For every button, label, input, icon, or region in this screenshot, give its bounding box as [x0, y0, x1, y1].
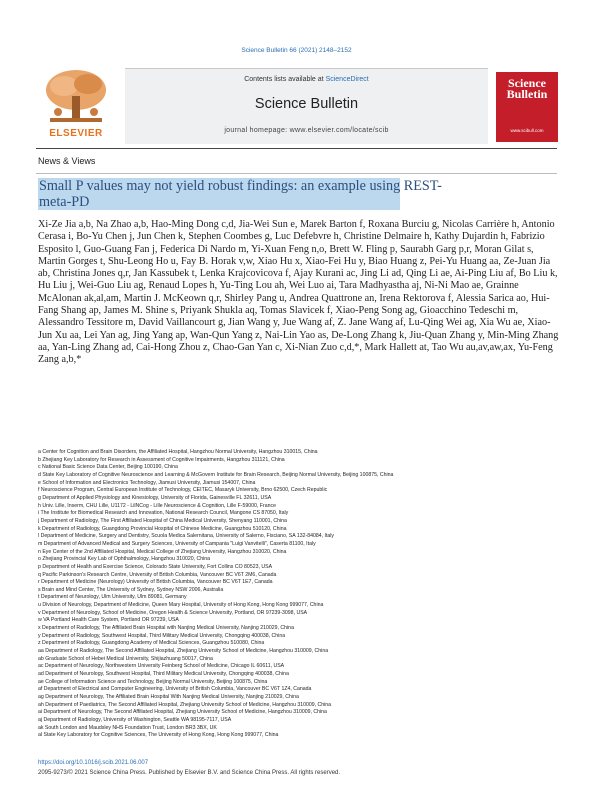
affiliation-item: w VA Portland Health Care System, Portland OR 97239, USA: [38, 617, 179, 624]
affiliation-item: f Neuroscience Program, Central European Institute of Technology, CEITEC, Masaryk University, Brno 62500, Czech Republic: [38, 487, 328, 494]
affiliation-item: t Department of Neurology, Ulm University, Ulm 89081, Germany: [38, 594, 187, 601]
copyright-notice: 2095-9273/© 2021 Science China Press. Published by Elsevier B.V. and Science China Press. All rights reserved.: [38, 770, 341, 776]
affiliation-item: h Univ. Lille, Inserm, CHU Lille, U1172 - LilNCog - Lille Neuroscience & Cognition, Lille F-59000, France: [38, 502, 276, 509]
affiliation-item: ag Department of Neurology, The Affiliated Brain Hospital With Nanjing Medical University, Nanjing 210029, China: [38, 694, 299, 700]
affiliation-item: u Division of Neurology, Department of Medicine, Queen Mary Hospital, University of Hong Kong, Hong Kong 999077, China: [38, 602, 324, 609]
affiliation-item: n Eye Center of the 2nd Affiliated Hospital, Medical College of Zhejiang University, Hangzhou 310020, China: [38, 548, 287, 555]
affiliations-list: [38, 449, 560, 740]
affiliation-item: ai Department of Neurology, The Second Affiliated Hospital, Zhejiang University School of Medicine, Hangzhou 310009, China: [38, 709, 327, 716]
elsevier-wordmark: ELSEVIER: [49, 128, 103, 139]
affiliation-item: b Zhejiang Key Laboratory for Research in Assessment of Cognitive Impairments, Hangzhou 311121, China: [38, 456, 285, 463]
affiliation-item: q Pacific Parkinson's Research Centre, University of British Columbia, Vancouver BC V6T 2M6, Canada: [38, 571, 277, 578]
affiliation-item: k Department of Radiology, Guangdong Provincial Hospital of Chinese Medicine, Guangzhou 510120, China: [38, 525, 287, 532]
cover-url: www.scibull.com: [510, 128, 544, 133]
journal-title: Science Bulletin: [254, 96, 359, 112]
affiliation-item: d State Key Laboratory of Cognitive Neuroscience and Learning & McGovern Institute for Brain Research, Beijing Normal University, Beijing 100875, China: [38, 471, 394, 478]
affiliation-item: aj Department of Radiology, University of Washington, Seattle WA 98195-7117, USA: [38, 716, 232, 723]
article-title[interactable]: Small P values may not yield robust findings: an example using REST-meta-PD: [39, 178, 442, 210]
author-list: Xi-Ze Jia a,b, Na Zhao a,b, Hao-Ming Dong c,d, Jia-Wei Sun e, Marek Barton f, Roxana Burciu g, Nicolas Carrière h, Antonio Cerasa i, Bo-Yu Chen j, Jun Chen k, Stephen Coombes g, Luc Defebvre h, Christine Delmaire h, Kathy Dujardin h, Fabrizio Esposito l, Guo-Guang Fan j, Federica Di Nardo m, Yi-Xuan Feng n,o, Brett W. Fling p, Saurabh Garg p,r, Moran Gilat s, Martin Gorges t, Shu-Leong Ho u, Fay B. Horak v,w, Xiao Hu x, Xiao-Fei Hu y, Biao Huang z, Pei-Yu Huang aa, Ze-Juan Jia ab, Christina Jones q,r, Jan Kassubek t, Lenka Krajcovicova f, Ajay Kurani ac, Jing Li ad, Qing Li ae, Ai-Ping Liu af, Bo Liu k, Hu Liu j, Wei-Guo Liu ag, Renaud Lopes h, Yu-Ting Lou ah, Wei Luo ai, Tara Madhyastha aj, Ni-Ni Mao ae, Grainne McAlonan ak,al,am, Martin J. McKeown q,r, Shirley Pang u, Andrea Quattrone an, Irena Rektorova f, Alessia Sarica ao, Hui-Fang Shang ap, James M. Shine s, Priyank Shukla aq, Tomas Slavicek f, Xiao-Peng Song ag, Gioacchino Tedeschi m, Alessandro Tessitore m, David Vaillancourt g, Jian Wang y, Jue Wang af, Z. Jane Wang af, Lu-Qing Wei ag, Xia Wu ae, Xiao-Jun Xu aa, Lei Yan ag, Jing Yang ap, Wan-Qun Yang z, Nai-Lin Yao as, De-Long Zhang k, Jiu-Quan Zhang y, Min-Ming Zhang aa, Yan-Ling Zhang ad, Cai-Hong Zhou z, Chao-Gan Yan c, Xi-Nian Zuo c,d,*, Mark Hallett at, Tao Wu au,av,aw,ax, Yu-Feng Zang a,b,*: [38, 219, 559, 366]
affiliation-item: c National Basic Science Data Center, Beijing 100190, China: [38, 464, 178, 471]
affiliation-item: g Department of Applied Physiology and Kinesiology, University of Florida, Gainesville FL 32611, USA: [38, 494, 272, 501]
contents-available: Contents lists available at ScienceDirect: [244, 76, 369, 83]
affiliation-item: j Department of Radiology, The First Affiliated Hospital of China Medical University, Shenyang 110001, China: [38, 517, 287, 524]
affiliation-item: ae College of Information Science and Technology, Beijing Normal University, Beijing 100875, China: [38, 678, 268, 685]
sciencedirect-link[interactable]: ScienceDirect: [325, 76, 369, 83]
affiliation-item: al State Key Laboratory for Cognitive Sciences, The University of Hong Kong, Hong Kong 999077, China: [38, 732, 279, 739]
journal-homepage[interactable]: journal homepage: www.elsevier.com/locate/scib: [224, 127, 389, 134]
section-label: News & Views: [38, 156, 96, 166]
affiliation-item: m Department of Advanced Medical and Surgery Sciences, University of Campania "Luigi Vanvitelli", Caserta 81100, Italy: [38, 540, 316, 547]
affiliation-item: l Department of Medicine, Surgery and Dentistry, Scuola Medica Salernitana, University of Salerno, Fisciano, SA 132-84084, Italy: [38, 533, 335, 540]
section-divider: [36, 173, 557, 174]
affiliation-item: ah Department of Paediatrics, The Second Affiliated Hospital, Zhejiang University School of Medicine, Hangzhou 310009, China: [38, 701, 332, 708]
affiliation-item: z Department of Radiology, Guangdong Academy of Medical Sciences, Guangzhou 510080, China: [38, 640, 265, 647]
affiliation-item: r Department of Medicine (Neurology) University of British Columbia, Vancouver BC V6T 1E7, Canada: [38, 579, 273, 586]
affiliation-item: ab Graduate School of Hebei Medical University, Shijiazhuang 50017, China: [38, 655, 213, 662]
affiliation-item: af Department of Electrical and Computer Engineering, University of British Columbia, Vancouver BC V6T 1Z4, Canada: [38, 686, 312, 693]
affiliation-item: a Center for Cognition and Brain Disorders, the Affiliated Hospital, Hangzhou Normal University, Hangzhou 310015, China: [38, 449, 318, 455]
header-divider: [36, 148, 557, 149]
affiliation-item: ac Department of Neurology, Northwestern University Feinberg School of Medicine, Chicago IL 60611, USA: [38, 663, 285, 670]
affiliation-item: ak South London and Maudsley NHS Foundation Trust, London BR3 3BX, UK: [38, 724, 217, 731]
affiliation-item: v Department of Neurology, School of Medicine, Oregon Health & Science University, Portland, OR 97239-3098, USA: [38, 609, 308, 616]
affiliation-item: i The Institute for Biomedical Research and Innovation, National Research Council, Mangone CS 87050, Italy: [38, 510, 289, 517]
affiliation-item: s Brain and Mind Center, The University of Sydney, Sydney NSW 2006, Australia: [38, 586, 224, 593]
journal-header: [125, 68, 488, 144]
affiliation-item: y Department of Radiology, Southwest Hospital, Third Military Medical University, Chongqing 400038, China: [38, 632, 286, 639]
cover-title: Science Bulletin: [506, 76, 548, 101]
journal-cover-thumbnail: [496, 72, 558, 142]
affiliation-item: p Department of Health and Exercise Science, Colorado State University, Fort Collins CO 80523, USA: [38, 563, 273, 570]
affiliation-item: aa Department of Radiology, The Second Affiliated Hospital, Zhejiang University School of Medicine, Hangzhou 310009, China: [38, 648, 329, 655]
affiliation-item: x Department of Radiology, The Affiliated Brain Hospital with Nanjing Medical University, Nanjing 210029, China: [38, 625, 294, 632]
affiliation-item: o Zhejiang Provincial Key Lab of Ophthalmology, Hangzhou 310020, China: [38, 556, 211, 563]
doi-link[interactable]: https://doi.org/10.1016/j.scib.2021.06.007: [38, 760, 149, 766]
journal-reference[interactable]: Science Bulletin 66 (2021) 2148–2152: [241, 47, 352, 54]
affiliation-item: e School of Information and Electronics Technology, Jiamusi University, Jiamusi 154007, China: [38, 479, 256, 486]
affiliation-item: ad Department of Neurology, Southwest Hospital, Third Military Medical University, Chongqing 400038, China: [38, 671, 289, 678]
